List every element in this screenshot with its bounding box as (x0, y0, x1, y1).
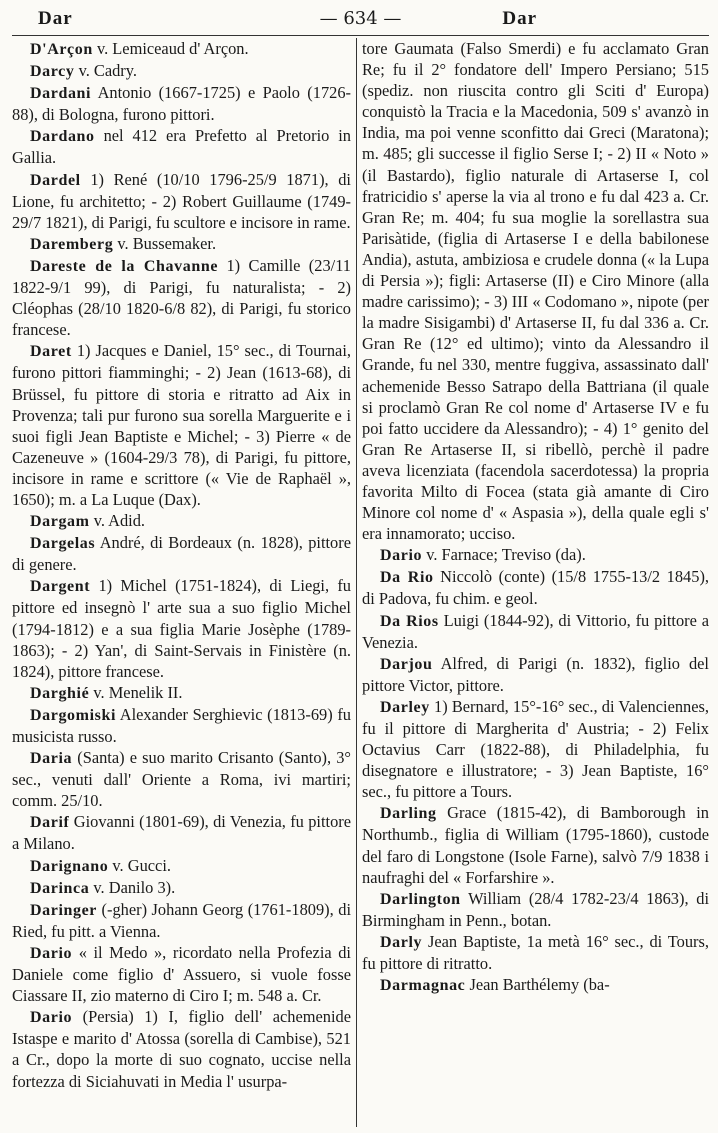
entry-text: v. Bussemaker. (113, 233, 217, 253)
columns (12, 38, 709, 1133)
entry-text: Antonio (1667-1725) e Paolo (1726-88), di Bologna, furono pittori. (12, 83, 351, 125)
entry-text: Alfred, di Parigi (n. 1832), figlio del pittore Victor, pittore. (362, 653, 709, 695)
column-right (362, 38, 709, 1133)
dictionary-entry (12, 704, 351, 747)
dictionary-entry (12, 125, 351, 168)
entry-headword: Dario (30, 1009, 73, 1027)
dictionary-entry (12, 682, 351, 704)
dictionary-entry (12, 532, 351, 575)
column-left (12, 38, 351, 1133)
entry-headword: Darlington (380, 890, 461, 908)
entry-headword: Dargent (30, 578, 91, 596)
dictionary-entry (12, 811, 351, 854)
entry-text: 1) Bernard, 15°-16° sec., di Valenciennes, fu il pittore di Margherita d' Austria; - 2) Felix Octavius Carr (1822-88), di Philadelphia, fu disegnatore e illustratore; - 3) Jean Baptiste, 16° sec., fu pittore a Tours. (362, 696, 709, 802)
entry-text: (Persia) 1) I, figlio dell' achemenide Istaspe e marito d' Atossa (sorella di Cambise), 521 a Cr., dopo la morte di suo cognato, uccise nella fortezza di Siciahuvati in Media l' usurpa- (12, 1007, 351, 1091)
entry-headword: Dario (30, 944, 73, 962)
dictionary-entry (12, 233, 351, 255)
dictionary-entry (12, 899, 351, 942)
entry-text: Alexander Serghievic (1813-69) fu musicista russo. (12, 704, 351, 746)
entry-text: « il Medo », ricordato nella Profezia di Daniele come figlio d' Assuero, si vuole fosse Ciassare II, zio materno di Ciro I; m. 548 a. Cr. (12, 942, 351, 1006)
entry-text: Grace (1815-42), di Bamborough in Northumb., figlia di William (1795-1860), custode del faro di Longstone (Isole Farne), salvò 7/9 1838 i naufraghi del « Forfarshire ». (362, 803, 709, 887)
entry-headword: Dareste de la Chavanne (30, 257, 219, 275)
column-divider (356, 38, 357, 1127)
entry-text: Jean Barthélemy (ba- (465, 975, 610, 995)
entry-headword: Da Rio (380, 569, 434, 587)
dictionary-entry (12, 855, 351, 877)
entry-headword: Darignano (30, 857, 109, 875)
dictionary-entry (12, 169, 351, 233)
dictionary-entry (362, 931, 709, 974)
dictionary-entry (12, 747, 351, 811)
entry-text: Luigi (1844-92), di Vittorio, fu pittore a Venezia. (362, 610, 709, 652)
dictionary-entry (362, 610, 709, 653)
dictionary-entry (12, 340, 351, 510)
dictionary-entry (362, 802, 709, 887)
entry-headword: Dargelas (30, 535, 96, 553)
entry-headword: Daringer (30, 901, 98, 919)
entry-text: Giovanni (1801-69), di Venezia, fu pittore a Milano. (12, 812, 351, 854)
entry-text: nel 412 era Prefetto al Pretorio in Gallia. (12, 126, 351, 168)
entry-headword: Daremberg (30, 235, 114, 253)
dictionary-entry (362, 888, 709, 931)
dictionary-entry (12, 60, 351, 82)
entry-text: (Santa) e suo marito Crisanto (Santo), 3° sec., venuti dall' Oriente a Roma, ivi martiri; comm. 25/10. (12, 748, 351, 811)
dictionary-entry (12, 255, 351, 340)
entry-headword: Dargam (30, 513, 90, 531)
entry-headword: Darghié (30, 684, 90, 702)
entry-headword: Dardani (30, 85, 92, 103)
entry-headword: Darling (380, 805, 437, 823)
entry-text: André, di Bordeaux (n. 1828), pittore di genere. (12, 533, 351, 575)
page-number: — 634 — (319, 8, 402, 29)
dictionary-entry (362, 653, 709, 696)
entry-text: v. Adid. (89, 511, 145, 531)
entry-headword: Darjou (380, 655, 433, 673)
entry-headword: Darley (380, 698, 430, 716)
entry-headword: D'Arçon (30, 41, 93, 58)
entry-headword: Darcy (30, 63, 75, 81)
dictionary-entry (12, 510, 351, 532)
entry-text: 1) Jacques e Daniel, 15° sec., di Tournai, furono pittori fiamminghi; - 2) Jean (1613-68), di Brüssel, fu pittore di storia e ritratto ad Aix in Provenza; tali pur furono sua sorella Marguerite e i suoi figli Jean Baptiste e Michel; - 3) Pierre « de Cazeneuve » (1604-29/3 78), di Parigi, fu pittore, incisore in rame e scrittore (« Vie de Raphaël », 1650); m. a La Luque (Dax). (12, 341, 351, 509)
entry-text: v. Gucci. (108, 855, 171, 875)
dictionary-entry (362, 974, 709, 996)
dictionary-entry (12, 575, 351, 681)
entry-text: 1) Camille (23/11 1822-9/1 99), di Parigi, fu naturalista; - 2) Cléophas (28/10 1820-6/8 82), di Parigi, fu storico francese. (12, 255, 351, 340)
dictionary-entry (362, 696, 709, 802)
header-rule (12, 35, 709, 36)
entry-headword: Dargomiski (30, 706, 116, 724)
page-header (12, 4, 709, 34)
header-left-guide-word: Dar (38, 8, 73, 29)
entry-headword: Daria (30, 750, 73, 768)
entry-headword: Darly (380, 933, 423, 951)
entry-headword: Darif (30, 814, 70, 832)
dictionary-entry (362, 544, 709, 566)
entry-text: 1) Michel (1751-1824), di Liegi, fu pittore ed insegnò l' arte sua a suo figlio Michel (1794-1812) e a sua figlia Marie Josèphe (1789-1863); - 2) Yan', di Saint-Servais in Finistère (n. 1824), pittore francese. (12, 576, 351, 681)
entry-text: (-gher) Johann Georg (1761-1809), di Ried, fu pitt. a Vienna. (12, 899, 351, 941)
entry-text: 1) René (10/10 1796-25/9 1871), di Lione, fu architetto; - 2) Robert Guillaume (1749-29/7 1821), di Parigi, fu scultore e incisore in rame. (12, 169, 351, 232)
entry-headword: Darinca (30, 879, 90, 897)
dictionary-entry (12, 38, 351, 60)
entry-text: Jean Baptiste, 1a metà 16° sec., di Tours, fu pittore di ritratto. (362, 931, 709, 974)
entry-text: William (28/4 1782-23/4 1863), di Birmingham in Penn., botan. (362, 888, 709, 930)
dictionary-entry (12, 1006, 351, 1091)
dictionary-entry (12, 82, 351, 125)
entry-headword: Da Rios (380, 612, 439, 630)
entry-text: Niccolò (conte) (15/8 1755-13/2 1845), di Padova, fu chim. e geol. (362, 567, 709, 609)
entry-headword: Dario (380, 547, 423, 565)
dictionary-entry (12, 942, 351, 1006)
entry-headword: Daret (30, 343, 72, 361)
dictionary-entry (362, 38, 709, 544)
entry-headword: Dardano (30, 128, 95, 146)
dictionary-entry (362, 566, 709, 609)
header-right-guide-word: Dar (502, 8, 537, 29)
entry-headword: Dardel (30, 171, 81, 189)
entry-text: v. Cadry. (74, 61, 137, 81)
entry-text: tore Gaumata (Falso Smerdi) e fu acclamato Gran Re; fu il 2° fondatore dell' Impero Persiano; 515 (spediz. non riuscita contro gli Sciti d' Europa) conquistò la Tracia e la Macedonia, 509 s' avanzò in India, ma poi venne sconfitto dai Greci (Maratona); m. 485; gli successe il figlio Serse I; - 2) II « Noto » (il Bastardo), figlio naturale di Artaserse I, col fratricidio s' aperse la via al trono e fu dal 423 a. Cr. Gran Re; m. 404; fu sua moglie la sorellastra sua Parisàtide, (figlia di Artaserse I e della babilonese Andia), astuta, ambiziosa e crudele donna (« la Lupa di Persia »); figli: Artaserse (II) e Ciro Minore (alla madre carissimo); - 3) III « Codomano », nipote (per la madre Sisigambi) d' Artaserse II, fu dal 336 a. Cr. Gran Re (12° ed ultimo); vinto da Alessandro il Grande, fu nel 330, mentre fuggiva, assassinato dall' achemenide Besso Satrapo della Battriana (il quale si proclamò Gran Re col nome d' Artaserse IV e fu poi fatto uccidere da Alessandro); - 4) 1° genito del Gran Re Artaserse II, si ribellò, perchè il padre aveva licenziata (facendola sacerdotessa) la propria favorita Milto di Focea (stata già amante di Ciro Minore col nome d' « Aspasia »), della quale egli s' era innamorato; ucciso. (362, 39, 709, 544)
entry-headword: Darmagnac (380, 977, 466, 995)
entry-text: v. Lemiceaud d' Arçon. (92, 39, 249, 58)
entry-text: v. Danilo 3). (89, 877, 176, 897)
entry-text: v. Menelik II. (89, 682, 183, 702)
dictionary-entry (12, 877, 351, 899)
entry-text: v. Farnace; Treviso (da). (422, 545, 586, 565)
